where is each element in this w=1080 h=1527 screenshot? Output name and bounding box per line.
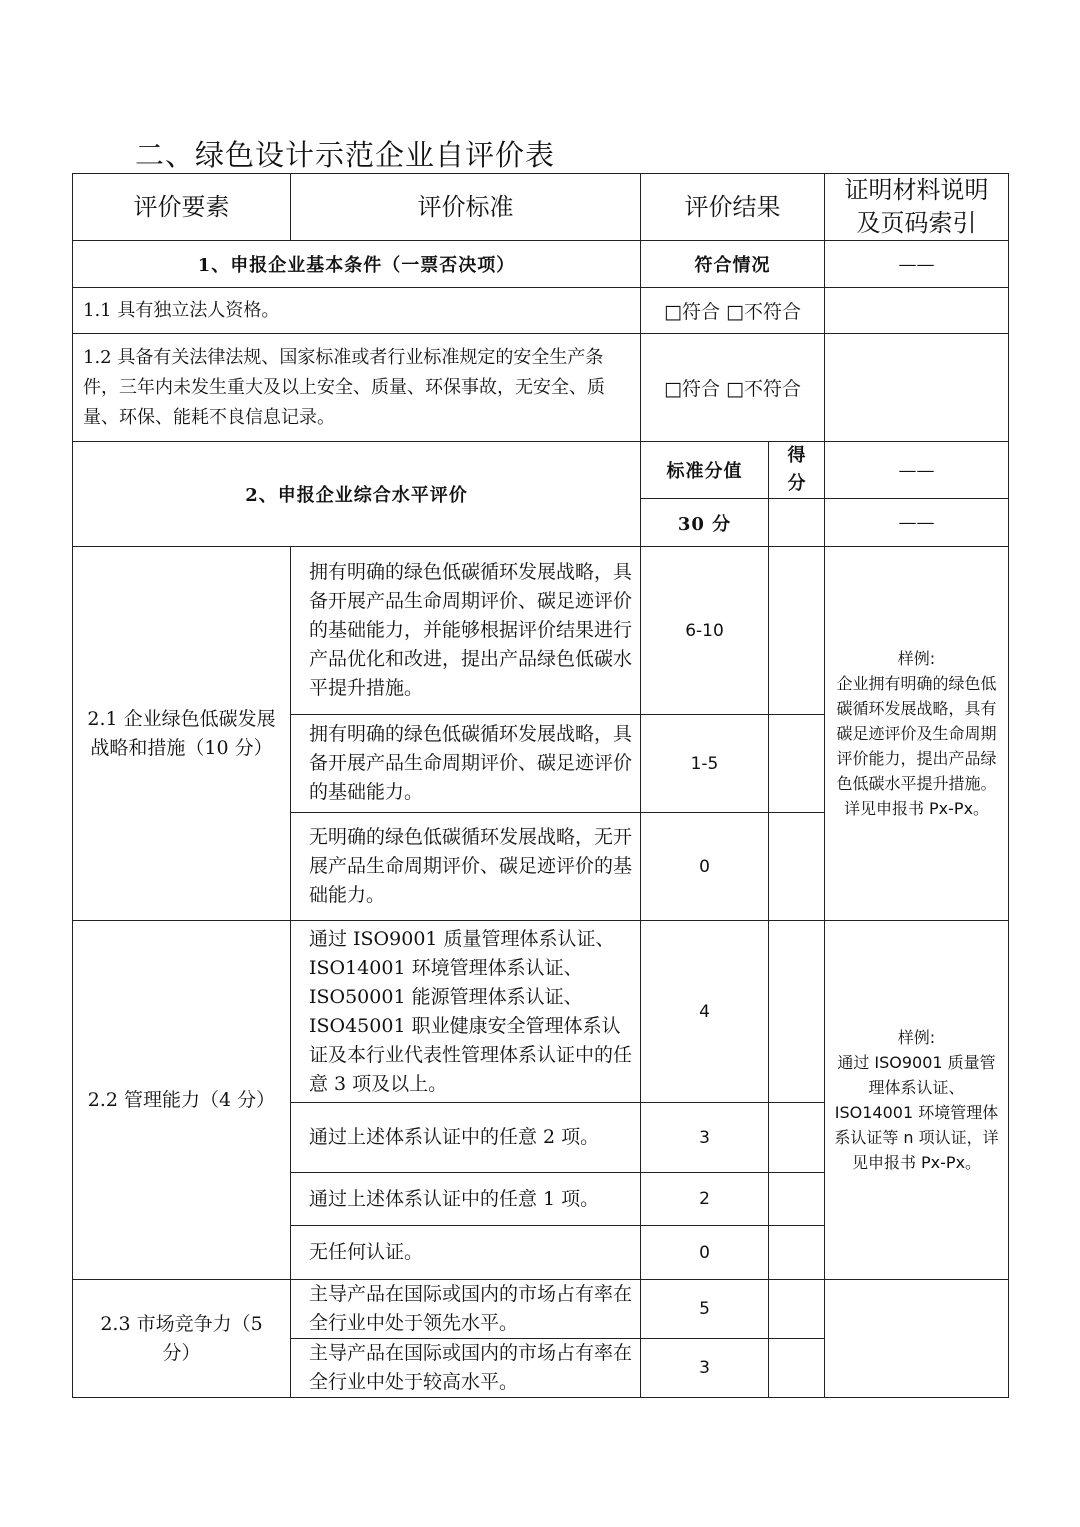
item-2-1-name: 2.1 企业绿色低碳发展战略和措施（10 分）	[73, 547, 291, 921]
item-2-1-score: 1-5	[641, 715, 769, 813]
item-2-1-criterion: 拥有明确的绿色低碳循环发展战略，具备开展产品生命周期评价、碳足迹评价的基础能力。	[291, 715, 641, 813]
table-row	[73, 1280, 1009, 1339]
item-2-1-score: 6-10	[641, 547, 769, 715]
item-2-2-got	[769, 1173, 825, 1226]
item-2-3-name: 2.3 市场竞争力（5 分）	[73, 1280, 291, 1398]
item-2-2-criterion: 无任何认证。	[291, 1226, 641, 1280]
item-2-2-got	[769, 1103, 825, 1173]
item-2-2-name: 2.2 管理能力（4 分）	[73, 921, 291, 1280]
item-1-1-checkbox[interactable]: □符合 □不符合	[641, 288, 825, 334]
item-2-3-criterion: 主导产品在国际或国内的市场占有率在全行业中处于较高水平。	[291, 1339, 641, 1398]
item-2-3-criterion: 主导产品在国际或国内的市场占有率在全行业中处于领先水平。	[291, 1280, 641, 1339]
item-2-2-score: 4	[641, 921, 769, 1103]
item-2-1-got	[769, 547, 825, 715]
item-2-3-got	[769, 1280, 825, 1339]
item-2-3-score: 5	[641, 1280, 769, 1339]
item-2-2-criterion: 通过上述体系认证中的任意 1 项。	[291, 1173, 641, 1226]
section2-dash: ——	[825, 442, 1009, 499]
section1-result-header: 符合情况	[641, 241, 825, 288]
evaluation-table	[72, 173, 1009, 1398]
item-2-2-score: 2	[641, 1173, 769, 1226]
section2-total: 30 分	[641, 499, 769, 547]
table-row	[73, 921, 1009, 1103]
item-2-1-note: 样例: 企业拥有明确的绿色低碳循环发展战略，具有碳足迹评价及生命周期评价能力，提出产品绿色低碳水平提升措施。详见申报书 Px-Px。	[825, 547, 1009, 921]
item-2-3-got	[769, 1339, 825, 1398]
section1-row	[73, 241, 1009, 288]
item-2-3-score: 3	[641, 1339, 769, 1398]
item-1-2-text: 1.2 具备有关法律法规、国家标准或者行业标准规定的安全生产条件，三年内未发生重大及以上安全、质量、环保事故，无安全、质量、环保、能耗不良信息记录。	[73, 334, 641, 442]
got-score-label: 得分	[769, 442, 825, 499]
item-1-1-text: 1.1 具有独立法人资格。	[73, 288, 641, 334]
item-2-2-got	[769, 921, 825, 1103]
item-1-2-evidence	[825, 334, 1009, 442]
header-result: 评价结果	[641, 174, 825, 241]
item-2-1-score: 0	[641, 813, 769, 921]
std-score-label: 标准分值	[641, 442, 769, 499]
item-2-2-note: 样例: 通过 ISO9001 质量管理体系认证、ISO14001 环境管理体系认证等 n 项认证，详见申报书 Px-Px。	[825, 921, 1009, 1280]
item-2-2-score: 3	[641, 1103, 769, 1173]
section2-total-score	[769, 499, 825, 547]
table-row	[73, 547, 1009, 715]
section1-dash: ——	[825, 241, 1009, 288]
item-2-1-criterion: 无明确的绿色低碳循环发展战略，无开展产品生命周期评价、碳足迹评价的基础能力。	[291, 813, 641, 921]
item-2-1-criterion: 拥有明确的绿色低碳循环发展战略，具备开展产品生命周期评价、碳足迹评价的基础能力，并能够根据评价结果进行产品优化和改进，提出产品绿色低碳水平提升措施。	[291, 547, 641, 715]
item-2-1-got	[769, 813, 825, 921]
header-criteria: 评价标准	[291, 174, 641, 241]
section2-total-dash: ——	[825, 499, 1009, 547]
item-2-2-score: 0	[641, 1226, 769, 1280]
item-1-1-evidence	[825, 288, 1009, 334]
section1-item-row	[73, 288, 1009, 334]
header-evidence: 证明材料说明及页码索引	[825, 174, 1009, 241]
section1-title: 1、申报企业基本条件（一票否决项）	[73, 241, 641, 288]
item-2-2-criterion: 通过上述体系认证中的任意 2 项。	[291, 1103, 641, 1173]
item-2-1-got	[769, 715, 825, 813]
item-2-2-got	[769, 1226, 825, 1280]
header-element: 评价要素	[73, 174, 291, 241]
item-2-2-criterion: 通过 ISO9001 质量管理体系认证、ISO14001 环境管理体系认证、ISO50001 能源管理体系认证、ISO45001 职业健康安全管理体系认证及本行业代表性管理体系认证中的任意 3 项及以上。	[291, 921, 641, 1103]
section2-header-row	[73, 442, 1009, 499]
item-2-3-note	[825, 1280, 1009, 1398]
section2-title: 2、申报企业综合水平评价	[73, 442, 641, 547]
section1-item-row	[73, 334, 1009, 442]
page-title: 二、绿色设计示范企业自评价表	[135, 138, 556, 172]
table-header-row	[73, 174, 1009, 241]
item-1-2-checkbox[interactable]: □符合 □不符合	[641, 334, 825, 442]
